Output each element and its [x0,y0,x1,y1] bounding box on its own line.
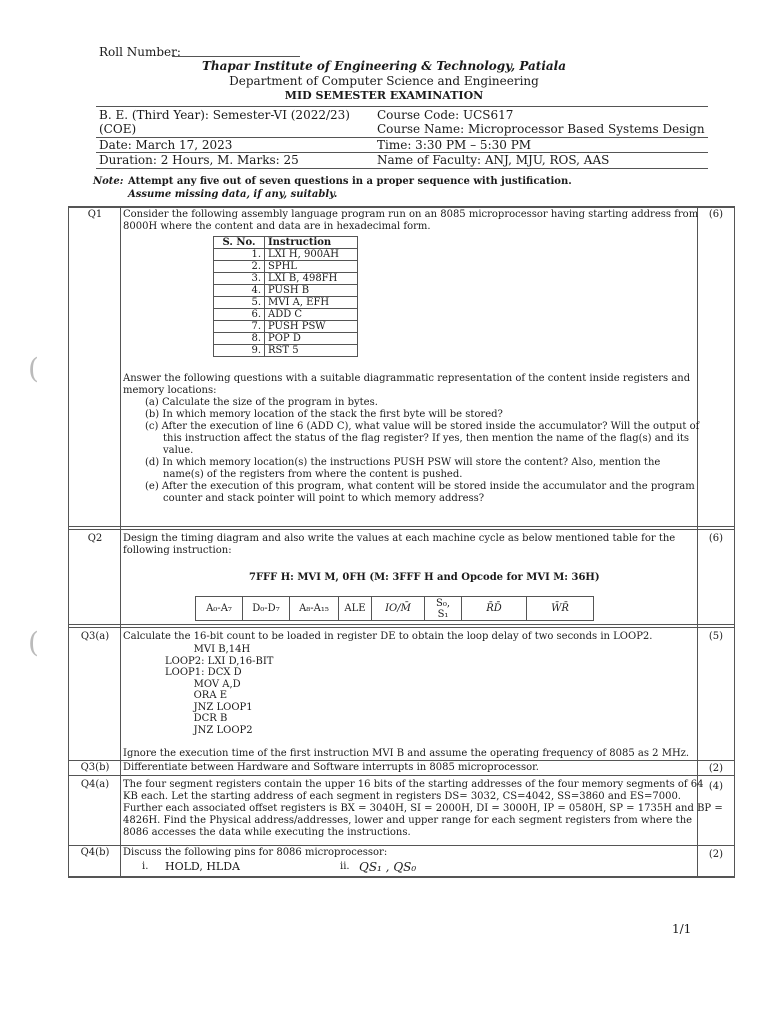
code-line: LOOP1: DCX D [165,667,242,678]
pin-cell: IO/M̄ [372,597,425,621]
q2-pin-table [195,596,594,621]
pin-row [196,597,594,621]
row-instruction: MVI A, EFH [265,297,358,309]
table-row [214,249,358,261]
info-top-rule [96,106,708,107]
pin-cell: ALE [339,597,372,621]
code-line: MVI B,14H [165,644,251,655]
course-code: Course Code: UCS617 [377,108,514,122]
q1-number: Q1 [87,209,103,220]
row-instruction: PUSH B [265,285,358,297]
exam-title: MID SEMESTER EXAMINATION [284,89,484,102]
q1-part-e-line-1: (e) After the execution of this program, what content will be stored inside the accumulator and the program [145,481,695,492]
row-instruction: LXI B, 498FH [265,273,358,285]
program-info: B. E. (Third Year): Semester-VI (2022/23) [99,108,350,122]
table-row [214,297,358,309]
pin-cell: R̄D̄ [462,597,527,621]
exam-date: Date: March 17, 2023 [99,138,233,152]
q3b-marks: (2) [708,763,724,774]
row-sno: 2. [214,261,265,273]
q4a-body [123,779,723,839]
q2-text-line-2: following instruction: [123,545,232,556]
row-sno: 8. [214,333,265,345]
row-instruction: POP D [265,333,358,345]
row-sno: 5. [214,297,265,309]
q2-marks: (6) [708,533,724,544]
q4b-question: Discuss the following pins for 8086 microprocessor: [123,847,388,858]
q3a-question: Calculate the 16-bit count to be loaded in register DE to obtain the loop delay of two seconds in LOOP2. [123,631,653,642]
q1-part-c-line-1: (c) After the execution of line 6 (ADD C), what value will be stored inside the accumulator? Will the output of [145,421,700,432]
q4a-marks: (4) [708,781,724,792]
code-line: MOV A,D [165,678,241,690]
q3b-text [123,762,693,774]
q2-body [123,533,693,557]
q2-number: Q2 [87,533,103,544]
info-bottom-rule [96,168,708,169]
code-line: LOOP2: LXI D,16-BIT [165,655,274,667]
q2-instruction: 7FFF H: MVI M, 0FH (M: 3FFF H and Opcode for MVI M: 36H) [249,572,600,583]
pin-cell: A₈-A₁₅ [290,597,339,621]
q4a-number: Q4(a) [80,779,110,790]
q1-part-d-line-2: name(s) of the registers from where the content is pushed. [163,469,463,480]
faculty-names: Name of Faculty: ANJ, MJU, ROS, AAS [377,153,610,167]
row-sno: 1. [214,249,265,261]
q1-part-e-line-2: counter and stack pointer will point to which memory address? [163,493,485,504]
table-row [214,309,358,321]
q4a-line-4: 4826H. Find the Physical address/addresses, lower and upper range for each segment registers from where the [123,815,693,826]
q3a-marks: (5) [708,631,724,642]
q1-part-b: (b) In which memory location of the stack the first byte will be stored? [145,409,503,420]
q3b-question: Differentiate between Hardware and Software interrupts in 8085 microprocessor. [123,762,539,773]
q4b-item-i-number: i. [142,861,149,872]
department-name: Department of Computer Science and Engineering [229,74,539,88]
table-row [214,261,358,273]
row-instruction: LXI H, 900AH [265,249,358,261]
q1-answer-line-1: Answer the following questions with a suitable diagrammatic representation of the content inside registers and [123,373,691,384]
q4a-line-1: The four segment registers contain the upper 16 bits of the starting addresses of the four memory segments of 64 [123,779,704,790]
code-line: JNZ LOOP2 [165,724,253,736]
institute-name: Thapar Institute of Engineering & Technology, Patiala [201,59,567,73]
scan-mark-2: ( [28,626,39,659]
exam-duration: Duration: 2 Hours, M. Marks: 25 [99,153,299,167]
q1-subquestions [123,373,700,505]
course-name: Course Name: Microprocessor Based Systems Design [377,122,705,136]
pin-cell: D₀-D₇ [243,597,290,621]
q4b-item-i: HOLD, HLDA [165,860,240,873]
table-header-sno: S. No. [214,237,265,249]
row-sno: 6. [214,309,265,321]
page-number: 1/1 [672,922,692,936]
row-instruction: PUSH PSW [265,321,358,333]
row-sno: 4. [214,285,265,297]
q3a-code-block [165,644,273,736]
note-label: Note: [93,176,124,187]
code-line: ORA E [165,690,228,701]
table-row [214,273,358,285]
q1-intro-line-2: 8000H where the content and data are in hexadecimal form. [123,221,431,232]
scan-mark-1: ( [28,352,39,385]
roll-number-underline [172,56,300,57]
q4a-line-2: KB each. Let the starting address of each segment in registers DS= 3032, CS=4042, SS=3860 and ES=7000. [123,791,681,802]
table-row [214,285,358,297]
table-row [214,321,358,333]
row-instruction: ADD C [265,309,358,321]
exam-time: Time: 3:30 PM – 5:30 PM [377,138,532,152]
q4b-item-ii: QS₁ , QS₀ [359,860,417,874]
q1-answer-line-2: memory locations: [123,385,217,396]
q1-part-a: (a) Calculate the size of the program in bytes. [145,397,378,408]
q3a-footer-text: Ignore the execution time of the first instruction MVI B and assume the operating frequency of 8085 as 2 MHz. [123,748,690,759]
roll-number-label: Roll Number: [99,45,181,59]
pin-cell: A₀-A₇ [196,597,243,621]
q3a-footer [123,748,693,760]
q1-part-d-line-1: (d) In which memory location(s) the instructions PUSH PSW will store the content? Also, mention the [145,457,661,468]
q4b-body [123,847,693,859]
q4b-number: Q4(b) [80,847,110,858]
code-line: JNZ LOOP1 [165,701,253,713]
branch-info: (COE) [99,122,137,136]
pin-cell: W̄R̄ [527,597,594,621]
q1-instruction-table [213,236,358,357]
q4a-line-3: Further each associated offset registers is BX = 3040H, SI = 2000H, DI = 3000H, IP = 0580H, SP = 1735H and BP = [123,803,723,814]
code-line: DCR B [165,713,228,724]
row-sno: 7. [214,321,265,333]
table-header-row [214,237,358,249]
row-sno: 9. [214,345,265,357]
q2-text-line-1: Design the timing diagram and also write the values at each machine cycle as below mentioned table for the [123,533,676,544]
q4b-item-ii-number: ii. [340,861,350,872]
note-line-2: Assume missing data, if any, suitably. [128,189,338,200]
q4a-line-5: 8086 accesses the data while executing the instructions. [123,827,411,838]
row-instruction: SPHL [265,261,358,273]
q1-part-c-line-3: value. [163,445,194,456]
q3a-number: Q3(a) [80,631,110,642]
row-instruction: RST 5 [265,345,358,357]
table-header-instruction: Instruction [265,237,358,249]
table-row [214,333,358,345]
note-line-1: Attempt any five out of seven questions in a proper sequence with justification. [128,176,572,187]
table-row [214,345,358,357]
row-sno: 3. [214,273,265,285]
q1-body [123,209,699,233]
q1-part-c-line-2: this instruction affect the status of the flag register? If yes, then mention the name of the flag(s) and its [163,433,690,444]
q1-marks: (6) [708,209,724,220]
q1-intro-line-1: Consider the following assembly language program run on an 8085 microprocessor having starting address from [123,209,699,220]
q3b-number: Q3(b) [80,762,110,773]
q4b-marks: (2) [708,849,724,860]
pin-cell: S₀, S₁ [425,597,462,621]
q3a-text [123,631,693,643]
